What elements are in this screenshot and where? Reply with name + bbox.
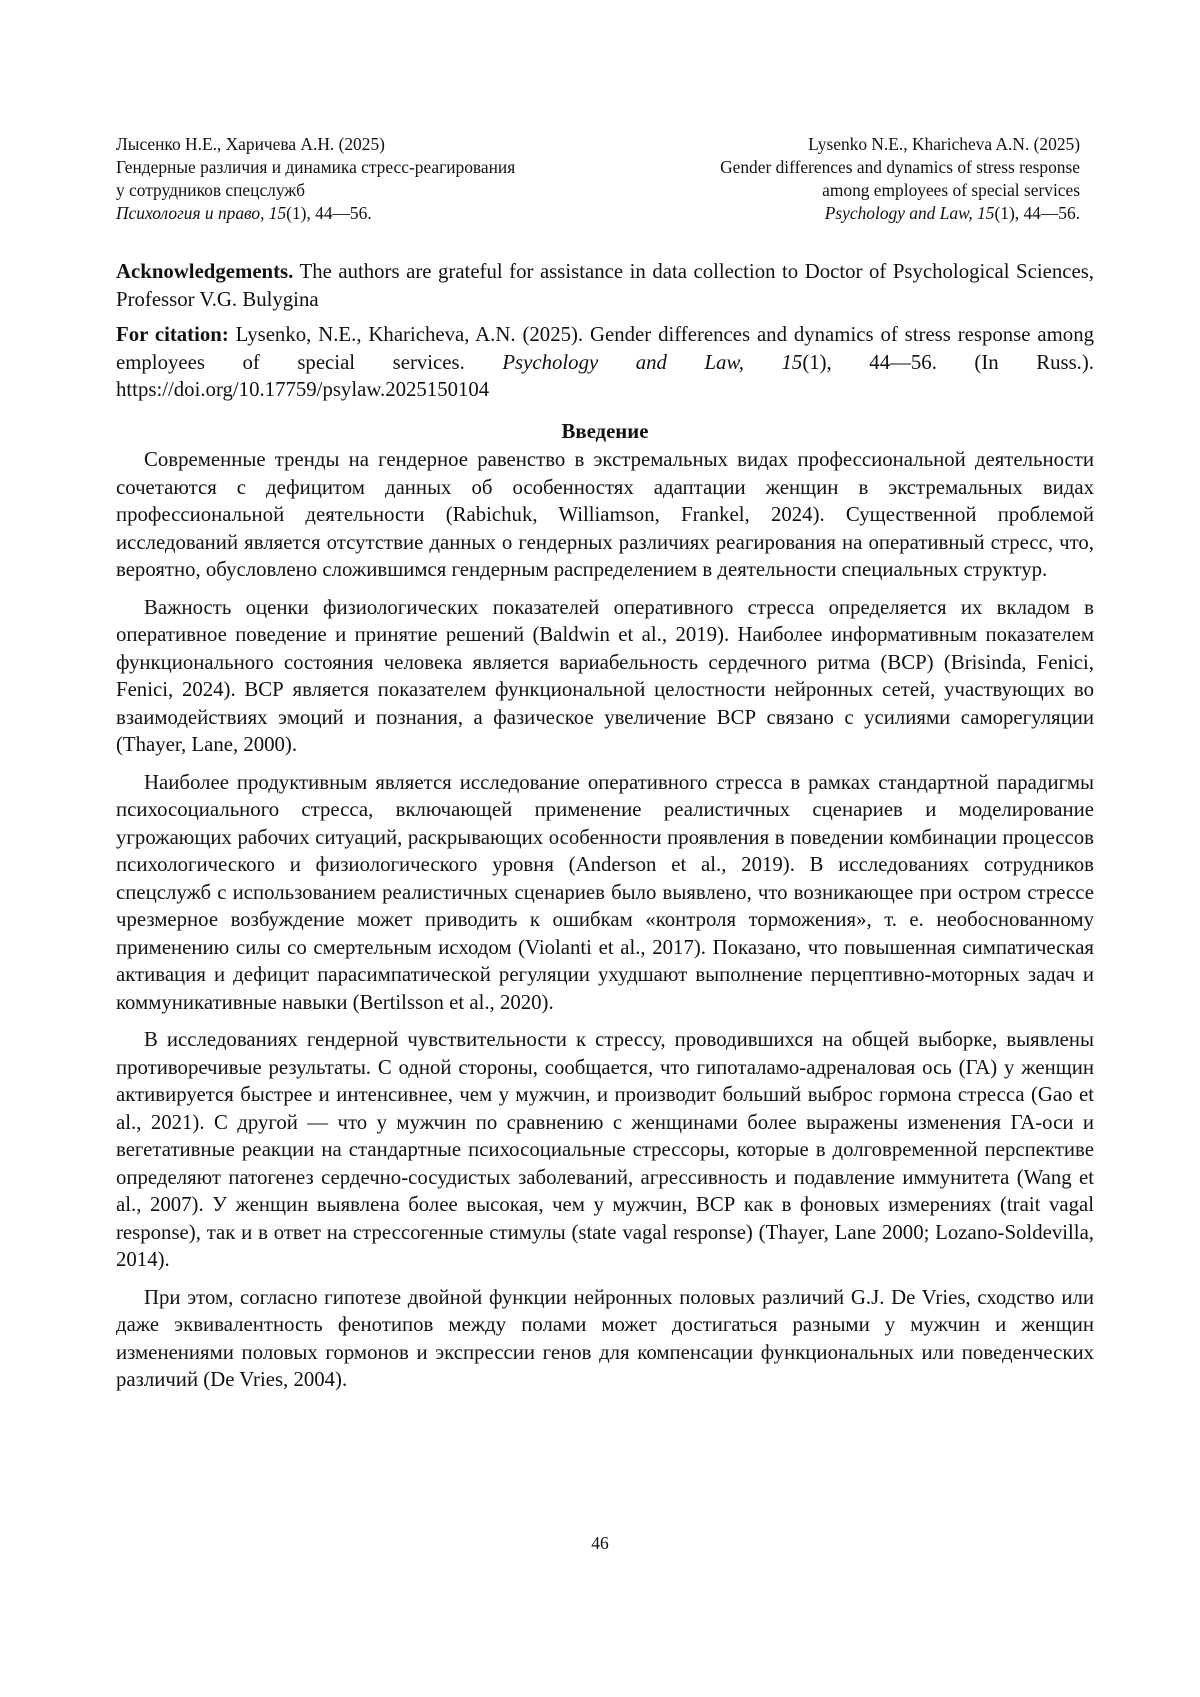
header-english: [720, 133, 1080, 225]
header-en-title-line2: among employees of special services: [822, 180, 1080, 200]
paragraph: Наиболее продуктивным является исследование оперативного стресса в рамках стандартной парадигмы психосоциального стресса, включающей применение реалистичных сценариев и моделирование угрожающих рабочих ситуаций, раскрывающих особенности проявления в поведении комбинации процессов психологического и физиологического уровня (Anderson et al., 2019). В исследованиях сотрудников спецслужб с использованием реалистичных сценариев было выявлено, что возникающее при остром стрессе чрезмерное возбуждение может приводить к ошибкам «контроля торможения», т. е. необоснованному применению силы со смертельным исходом (Violanti et al., 2017). Показано, что повышенная симпатическая активация и дефицит парасимпатической регуляции ухудшают выполнение перцептивно-моторных задач и коммуникативные навыки (Bertilsson et al., 2020).: [116, 770, 1094, 1014]
page-number: 46: [591, 1533, 609, 1553]
citation-text-before: Lysenko, N.E., Kharicheva, A.N. (2025). Gender differences and dynamics of stress response among employees of special services.: [116, 323, 1094, 374]
header-ru-journal-ref: [116, 202, 515, 225]
citation-text-after: (1), 44—56. (In Russ.). https://doi.org/10.17759/psylaw.2025150104: [116, 350, 1094, 401]
header-en-authors: Lysenko N.E., Kharicheva A.N. (2025): [808, 134, 1080, 154]
header-ru-volume: 15: [268, 203, 287, 223]
running-header: [116, 133, 1080, 225]
header-en-journal: Psychology and Law,: [824, 203, 973, 223]
citation-label: For citation:: [116, 323, 229, 346]
header-en-issue-pages: (1), 44—56.: [994, 203, 1080, 223]
header-ru-issue-pages: (1), 44—56.: [286, 203, 372, 223]
citation-block: [116, 321, 1094, 404]
header-ru-authors: Лысенко Н.Е., Харичева А.Н. (2025): [116, 134, 385, 154]
header-russian: [116, 133, 515, 225]
acknowledgements-block: [116, 258, 1094, 313]
paragraph: При этом, согласно гипотезе двойной функции нейронных половых различий G.J. De Vries, сходство или даже эквивалентность фенотипов между полами может достигаться разными у мужчин и женщин изменениями половых гормонов и экспрессии генов для компенсации функциональных или поведенческих различий (De Vries, 2004).: [116, 1285, 1094, 1391]
paragraph: Современные тренды на гендерное равенство в экстремальных видах профессиональной деятельности сочетаются с дефицитом данных об особенностях адаптации женщин в экстремальных видах профессиональной деятельности (Rabichuk, Williamson, Frankel, 2024). Существенной проблемой исследований является отсутствие данных о гендерных различиях реагирования на оперативный стресс, что, вероятно, обусловлено сложившимся гендерным распределением в деятельности специальных структур.: [116, 448, 1094, 581]
header-ru-title-line2: у сотрудников спецслужб: [116, 180, 305, 200]
header-ru-title-line1: Гендерные различия и динамика стресс-реагирования: [116, 157, 516, 177]
header-en-volume: 15: [977, 203, 995, 223]
paragraph: Важность оценки физиологических показателей оперативного стресса определяется их вкладом в оперативное поведение и принятие решений (Baldwin et al., 2019). Наиболее информативным показателем функционального состояния человека является вариабельность сердечного ритма (ВСР) (Brisinda, Fenici, Fenici, 2024). ВСР является показателем функциональной целостности нейронных сетей, участвующих во взаимодействиях эмоций и познания, а фазическое увеличение ВСР связано с усилиями саморегуляции (Thayer, Lane, 2000).: [116, 595, 1094, 756]
article-body: [116, 258, 1094, 1404]
header-ru-journal: Психология и право,: [116, 203, 265, 223]
header-en-title-line1: Gender differences and dynamics of stress response: [720, 157, 1080, 177]
citation-journal: Psychology and Law, 15: [502, 350, 803, 374]
paragraph: В исследованиях гендерной чувствительности к стрессу, проводившихся на общей выборке, выявлены противоречивые результаты. С одной стороны, сообщается, что гипоталамо-адреналовая ось (ГА) у женщин активируется быстрее и интенсивнее, чем у мужчин, и производит больший выброс гормона стресса (Gao et al., 2021). С другой — что у мужчин по сравнению с женщинами более выражены изменения ГА-оси и вегетативные реакции на стандартные психосоциальные стрессоры, которые в долговременной перспективе определяют патогенез сердечно-сосудистых заболеваний, агрессивность и подавление иммунитета (Wang et al., 2007). У женщин выявлена более высокая, чем у мужчин, ВСР как в фоновых измерениях (trait vagal response), так и в ответ на стрессогенные стимулы (state vagal response) (Thayer, Lane 2000; Lozano-Soldevilla, 2014).: [116, 1028, 1094, 1271]
header-en-journal-ref: [720, 202, 1080, 225]
acknowledgements-label: Acknowledgements.: [116, 260, 294, 283]
section-heading: Введение: [561, 419, 649, 443]
acknowledgements-text: The authors are grateful for assistance in data collection to Doctor of Psychological Sciences, Professor V.G. Bulygina: [116, 260, 1094, 311]
